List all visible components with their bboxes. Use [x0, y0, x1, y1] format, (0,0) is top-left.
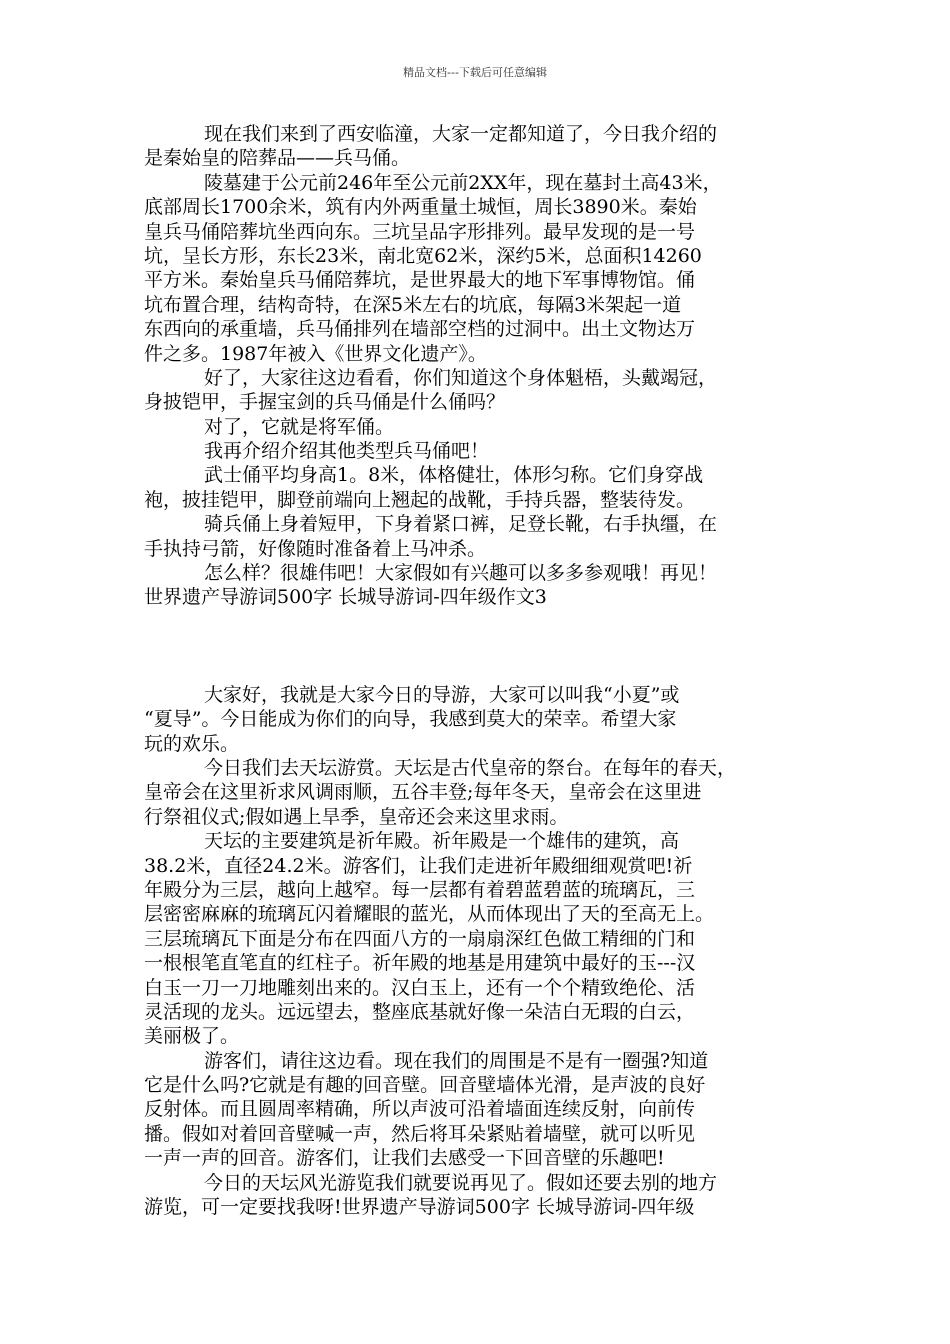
text-line: 灵活现的龙头。远远望去，整座底基就好像一朵洁白无瑕的白云，	[144, 1000, 696, 1023]
text-line: “夏导”。今日能成为你们的向导，我感到莫大的荣幸。希望大家	[144, 708, 677, 731]
section-terracotta-army	[144, 122, 806, 610]
text-line: 坑布置合理，结构奇特，在深5米左右的坑底，每隔3米架起一道	[144, 293, 682, 316]
text-line: 播。假如对着回音壁喊一声，然后将耳朵紧贴着墙壁，就可以听见	[144, 1122, 696, 1145]
text-line: 是秦始皇的陪葬品——兵马俑。	[144, 147, 411, 170]
text-line: 皇帝会在这里祈求风调雨顺，五谷丰登;每年冬天，皇帝会在这里进	[144, 781, 702, 804]
text-line: 袍，披挂铠甲，脚登前端向上翘起的战靴，手持兵器，整装待发。	[144, 488, 696, 511]
text-line: 年殿分为三层，越向上越窄。每一层都有着碧蓝碧蓝的琉璃瓦，三	[144, 878, 696, 901]
text-line: 天坛的主要建筑是祈年殿。祈年殿是一个雄伟的建筑，高	[204, 830, 680, 853]
text-line: 今日的天坛风光游览我们就要说再见了。假如还要去别的地方	[204, 1171, 718, 1194]
text-line: 它是什么吗?它就是有趣的回音壁。回音壁墙体光滑，是声波的良好	[144, 1074, 706, 1097]
text-line: 一声一声的回音。游客们，让我们去感受一下回音壁的乐趣吧!	[144, 1147, 665, 1170]
text-line: 东西向的承重墙，兵马俑排列在墙部空档的过洞中。出土文物达万	[144, 318, 696, 341]
text-line: 游览，可一定要找我呀!世界遗产导游词500字 长城导游词-四年级	[144, 1196, 695, 1219]
document-body	[144, 122, 806, 1219]
text-line: 武士俑平均身高1。8米，体格健壮，体形匀称。它们身穿战	[204, 464, 704, 487]
text-line: 美丽极了。	[144, 1025, 240, 1048]
text-line: 怎么样？很雄伟吧！大家假如有兴趣可以多多参观哦！再见！	[204, 562, 718, 585]
text-line: 底部周长1700余米，筑有内外两重量土城恒，周长3890米。秦始	[144, 196, 697, 219]
section-temple-of-heaven	[144, 683, 806, 1220]
text-line: 今日我们去天坛游赏。天坛是古代皇帝的祭台。在每年的春天，	[204, 756, 737, 779]
text-line: 身披铠甲，手握宝剑的兵马俑是什么俑吗？	[144, 391, 506, 414]
section-spacer	[144, 610, 806, 683]
text-line: 38.2米，直径24.2米。游客们，让我们走进祈年殿细细观赏吧!祈	[144, 854, 693, 877]
text-line: 反射体。而且圆周率精确，所以声波可沿着墙面连续反射，向前传	[144, 1098, 696, 1121]
text-line: 件之多。1987年被入《世界文化遗产》。	[144, 342, 487, 365]
text-line: 一根根笔直笔直的红柱子。祈年殿的地基是用建筑中最好的玉---汉	[144, 952, 696, 975]
text-line: 游客们，请往这边看。现在我们的周围是不是有一圈强?知道	[204, 1049, 709, 1072]
page-header: 精品文档---下载后可任意编辑	[403, 66, 547, 79]
text-line: 对了，它就是将军俑。	[204, 415, 395, 438]
text-line: 白玉一刀一刀地雕刻出来的。汉白玉上，还有一个个精致绝伦、活	[144, 976, 696, 999]
text-line: 层密密麻麻的琉璃瓦闪着耀眼的蓝光，从而体现出了天的至高无上。	[144, 903, 715, 926]
text-line: 平方米。秦始皇兵马俑陪葬坑，是世界最大的地下军事博物馆。俑	[144, 269, 696, 292]
text-line: 三层琉璃瓦下面是分布在四面八方的一扇扇深红色做工精细的门和	[144, 927, 696, 950]
text-line: 现在我们来到了西安临潼，大家一定都知道了，今日我介绍的	[204, 123, 718, 145]
text-line: 好了，大家往这边看看，你们知道这个身体魁梧，头戴竭冠，	[204, 366, 718, 389]
text-line: 大家好，我就是大家今日的导游，大家可以叫我“小夏”或	[204, 683, 680, 706]
text-line: 坑，呈长方形，东长23米，南北宽62米，深约5米，总面积14260	[144, 244, 702, 267]
text-line: 皇兵马俑陪葬坑坐西向东。三坑呈品字形排列。最早发现的是一号	[144, 220, 696, 243]
text-line: 我再介绍介绍其他类型兵马俑吧！	[204, 440, 490, 463]
text-line: 手执持弓箭，好像随时准备着上马冲杀。	[144, 537, 487, 560]
text-line: 玩的欢乐。	[144, 732, 240, 755]
text-line: 陵墓建于公元前246年至公元前2XX年，现在墓封土高43米，	[204, 171, 722, 194]
text-line: 行祭祖仪式;假如遇上旱季，皇帝还会来这里求雨。	[144, 805, 569, 828]
section-title-line: 世界遗产导游词500字 长城导游词-四年级作文3	[144, 586, 547, 609]
text-line: 骑兵俑上身着短甲，下身着紧口裤，足登长靴，右手执缰，在	[204, 513, 718, 536]
